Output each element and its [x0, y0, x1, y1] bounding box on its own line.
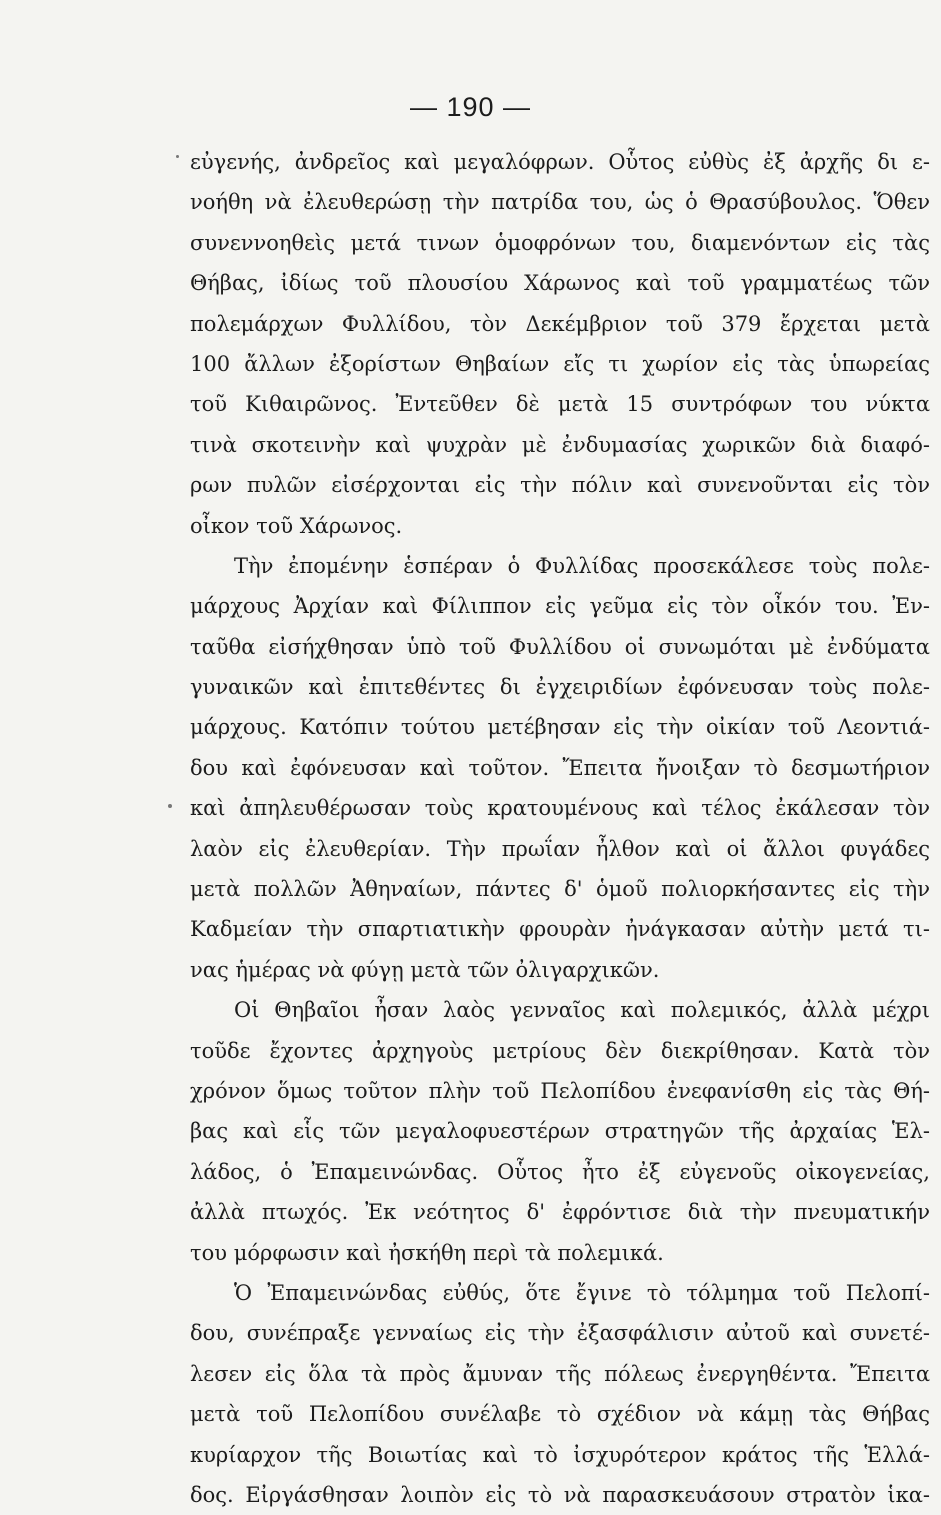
text-line: λαὸν εἰς ἐλευθερίαν. Τὴν πρωΐαν ἦλθον καὶ οἱ ἄλλοι φυγάδες: [190, 836, 930, 861]
text-line: ταῦθα εἰσήχθησαν ὑπὸ τοῦ Φυλλίδου οἱ συνωμόται μὲ ἐνδύματα: [190, 634, 930, 659]
text-line: του μόρφωσιν καὶ ἠσκήθη περὶ τὰ πολεμικά.: [190, 1240, 664, 1265]
text-line: τοῦδε ἔχοντες ἀρχηγοὺς μετρίους δὲν διεκρίθησαν. Κατὰ τὸν: [190, 1038, 930, 1063]
text-line: λάδος, ὁ Ἐπαμεινώνδας. Οὗτος ἦτο ἐξ εὐγενοῦς οἰκογενείας,: [190, 1159, 930, 1184]
text-line: δου, συνέπραξε γενναίως εἰς τὴν ἐξασφάλισιν αὐτοῦ καὶ συνετέ-: [190, 1321, 930, 1346]
text-line: μάρχους Ἀρχίαν καὶ Φίλιππον εἰς γεῦμα εἰς τὸν οἶκόν του. Ἐν-: [190, 594, 930, 619]
text-line: τοῦ Κιθαιρῶνος. Ἐντεῦθεν δὲ μετὰ 15 συντρόφων του νύκτα: [190, 392, 930, 417]
text-line: 100 ἄλλων ἐξορίστων Θηβαίων εἴς τι χωρίον εἰς τὰς ὑπωρείας: [190, 351, 930, 376]
page-number: — 190 —: [409, 92, 532, 122]
body-text: [190, 142, 930, 1515]
text-line: ἀλλὰ πτωχός. Ἐκ νεότητος δ' ἐφρόντισε διὰ τὴν πνευματικήν: [190, 1200, 930, 1225]
text-line: γυναικῶν καὶ ἐπιτεθέντες δι ἐγχειριδίων ἐφόνευσαν τοὺς πολε-: [190, 675, 930, 700]
text-line: τινὰ σκοτεινὴν καὶ ψυχρὰν μὲ ἐνδυμασίας χωρικῶν διὰ διαφό-: [190, 432, 930, 457]
text-line: μάρχους. Κατόπιν τούτου μετέβησαν εἰς τὴν οἰκίαν τοῦ Λεοντιά-: [190, 715, 930, 740]
paragraph-3: [190, 990, 930, 1273]
text-line: λεσεν εἰς ὅλα τὰ πρὸς ἄμυναν τῆς πόλεως ἐνεργηθέντα. Ἔπειτα: [190, 1361, 930, 1386]
text-line: χρόνον ὅμως τοῦτον πλὴν τοῦ Πελοπίδου ἐνεφανίσθη εἰς τὰς Θή-: [190, 1078, 930, 1103]
text-line: Τὴν ἐπομένην ἑσπέραν ὁ Φυλλίδας προσεκάλεσε τοὺς πολε-: [234, 553, 930, 578]
text-line: Οἱ Θηβαῖοι ἦσαν λαὸς γενναῖος καὶ πολεμικός, ἀλλὰ μέχρι: [234, 998, 930, 1023]
print-speck: [168, 804, 172, 808]
text-line: δος. Εἰργάσθησαν λοιπὸν εἰς τὸ νὰ παρασκευάσουν στρατὸν ἱκα-: [190, 1482, 930, 1507]
text-line: οἶκον τοῦ Χάρωνος.: [190, 513, 403, 538]
text-line: νοήθη νὰ ἐλευθερώσῃ τὴν πατρίδα του, ὡς ὁ Θρασύβουλος. Ὅθεν: [190, 190, 930, 215]
print-speck: [176, 155, 179, 158]
text-line: Θήβας, ἰδίως τοῦ πλουσίου Χάρωνος καὶ τοῦ γραμματέως τῶν: [190, 271, 930, 296]
text-line: μετὰ τοῦ Πελοπίδου συνέλαβε τὸ σχέδιον νὰ κάμῃ τὰς Θήβας: [190, 1402, 930, 1427]
text-line: Ὁ Ἐπαμεινώνδας εὐθύς, ὅτε ἔγινε τὸ τόλμημα τοῦ Πελοπί-: [234, 1280, 930, 1305]
text-line: καὶ ἀπηλευθέρωσαν τοὺς κρατουμένους καὶ τέλος ἐκάλεσαν τὸν: [190, 796, 930, 821]
text-line: ρων πυλῶν εἰσέρχονται εἰς τὴν πόλιν καὶ συνενοῦνται εἰς τὸν: [190, 473, 930, 498]
text-line: συνεννοηθεὶς μετά τινων ὁμοφρόνων του, διαμενόντων εἰς τὰς: [190, 230, 930, 255]
text-line: βας καὶ εἷς τῶν μεγαλοφυεστέρων στρατηγῶν τῆς ἀρχαίας Ἑλ-: [190, 1119, 930, 1144]
text-line: νας ἡμέρας νὰ φύγῃ μετὰ τῶν ὀλιγαρχικῶν.: [190, 957, 660, 982]
text-line: κυρίαρχον τῆς Βοιωτίας καὶ τὸ ἰσχυρότερον κράτος τῆς Ἑλλά-: [190, 1442, 930, 1467]
paragraph-1: [190, 142, 930, 546]
text-line: εὐγενής, ἀνδρεῖος καὶ μεγαλόφρων. Οὗτος εὐθὺς ἐξ ἀρχῆς δι ε-: [190, 150, 930, 174]
text-line: Καδμείαν τὴν σπαρτιατικὴν φρουρὰν ἠνάγκασαν αὐτὴν μετά τι-: [190, 917, 930, 942]
text-line: πολεμάρχων Φυλλίδου, τὸν Δεκέμβριον τοῦ 379 ἔρχεται μετὰ: [190, 311, 930, 336]
paragraph-4: [190, 1273, 930, 1515]
text-line: δου καὶ ἐφόνευσαν καὶ τοῦτον. Ἔπειτα ἤνοιξαν τὸ δεσμωτήριον: [190, 755, 930, 780]
text-line: μετὰ πολλῶν Ἀθηναίων, πάντες δ' ὁμοῦ πολιορκήσαντες εἰς τὴν: [190, 877, 930, 902]
paragraph-2: [190, 546, 930, 990]
